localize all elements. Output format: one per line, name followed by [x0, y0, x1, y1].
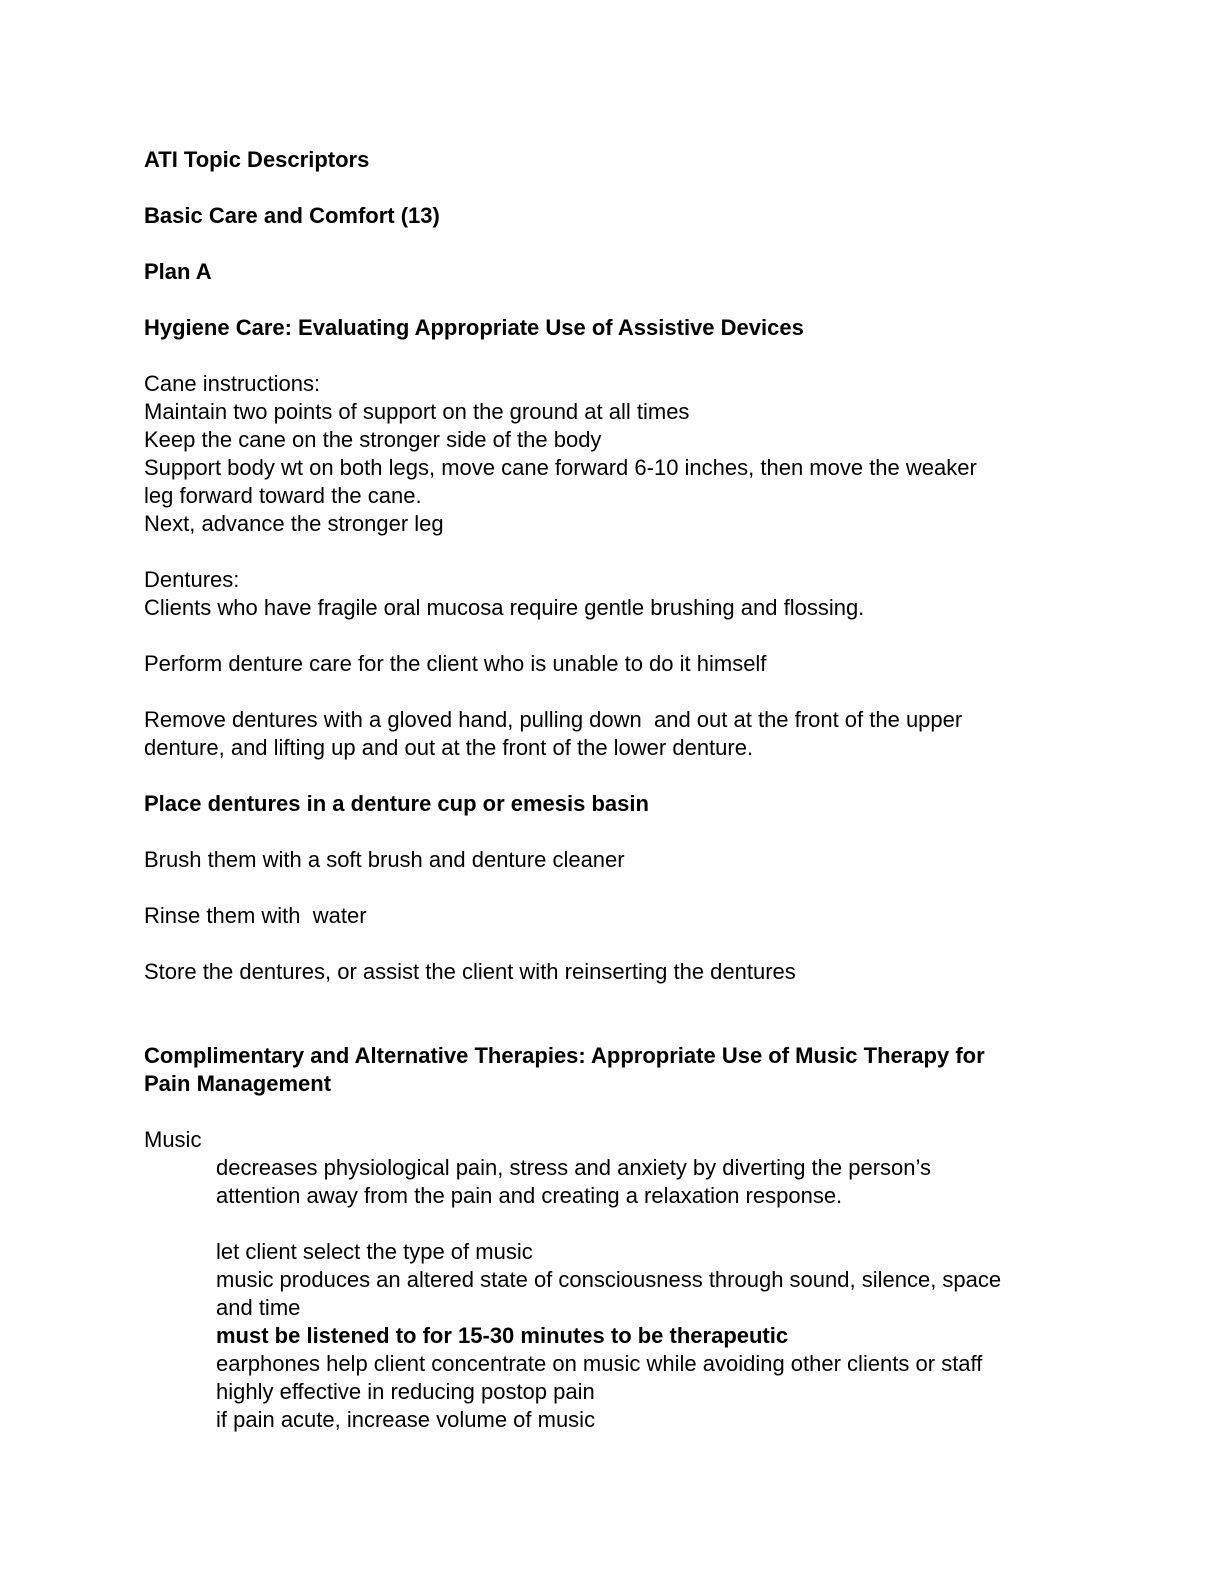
- blank-line: [144, 230, 1128, 258]
- blank-line: [144, 1098, 1128, 1126]
- heading-line: must be listened to for 15-30 minutes to be therapeutic: [216, 1323, 789, 1348]
- text-line: Maintain two points of support on the ground at all times: [144, 399, 690, 424]
- text-line: Music: [144, 1127, 202, 1152]
- blank-line: [144, 342, 1128, 370]
- text-line: Store the dentures, or assist the client with reinserting the dentures: [144, 959, 796, 984]
- text-line: highly effective in reducing postop pain: [216, 1379, 595, 1404]
- document-body: [144, 146, 1128, 1434]
- heading-line: Place dentures in a denture cup or emesis basin: [144, 791, 649, 816]
- blank-line: [144, 818, 1128, 846]
- heading-line: Basic Care and Comfort (13): [144, 203, 440, 228]
- blank-line: [144, 1210, 1128, 1238]
- blank-line: [144, 762, 1128, 790]
- text-line: Support body wt on both legs, move cane forward 6-10 inches, then move the weaker: [144, 455, 977, 480]
- heading-line: Plan A: [144, 259, 212, 284]
- blank-line: [144, 538, 1128, 566]
- blank-line: [144, 286, 1128, 314]
- text-line: Clients who have fragile oral mucosa require gentle brushing and flossing.: [144, 595, 865, 620]
- text-line: decreases physiological pain, stress and anxiety by diverting the person’s: [216, 1155, 931, 1180]
- blank-line: [144, 930, 1128, 958]
- blank-line: [144, 174, 1128, 202]
- heading-line: Pain Management: [144, 1071, 332, 1096]
- blank-line: [144, 874, 1128, 902]
- text-line: Dentures:: [144, 567, 240, 592]
- text-line: Rinse them with water: [144, 903, 367, 928]
- text-line: let client select the type of music: [216, 1239, 533, 1264]
- text-line: if pain acute, increase volume of music: [216, 1407, 596, 1432]
- text-line: and time: [216, 1295, 301, 1320]
- blank-line: [144, 678, 1128, 706]
- heading-line: ATI Topic Descriptors: [144, 147, 370, 172]
- text-line: Cane instructions:: [144, 371, 321, 396]
- blank-line: [144, 1014, 1128, 1042]
- heading-line: Complimentary and Alternative Therapies: Appropriate Use of Music Therapy for: [144, 1043, 985, 1068]
- blank-line: [144, 622, 1128, 650]
- text-line: Remove dentures with a gloved hand, pulling down and out at the front of the upper: [144, 707, 963, 732]
- text-line: Keep the cane on the stronger side of the body: [144, 427, 602, 452]
- text-line: Brush them with a soft brush and denture cleaner: [144, 847, 625, 872]
- text-line: Next, advance the stronger leg: [144, 511, 444, 536]
- text-line: denture, and lifting up and out at the front of the lower denture.: [144, 735, 754, 760]
- text-line: earphones help client concentrate on music while avoiding other clients or staff: [216, 1351, 983, 1376]
- text-line: Perform denture care for the client who is unable to do it himself: [144, 651, 767, 676]
- text-line: leg forward toward the cane.: [144, 483, 422, 508]
- text-line: attention away from the pain and creating a relaxation response.: [216, 1183, 843, 1208]
- heading-line: Hygiene Care: Evaluating Appropriate Use of Assistive Devices: [144, 315, 804, 340]
- blank-line: [144, 986, 1128, 1014]
- text-line: music produces an altered state of consciousness through sound, silence, space: [216, 1267, 1002, 1292]
